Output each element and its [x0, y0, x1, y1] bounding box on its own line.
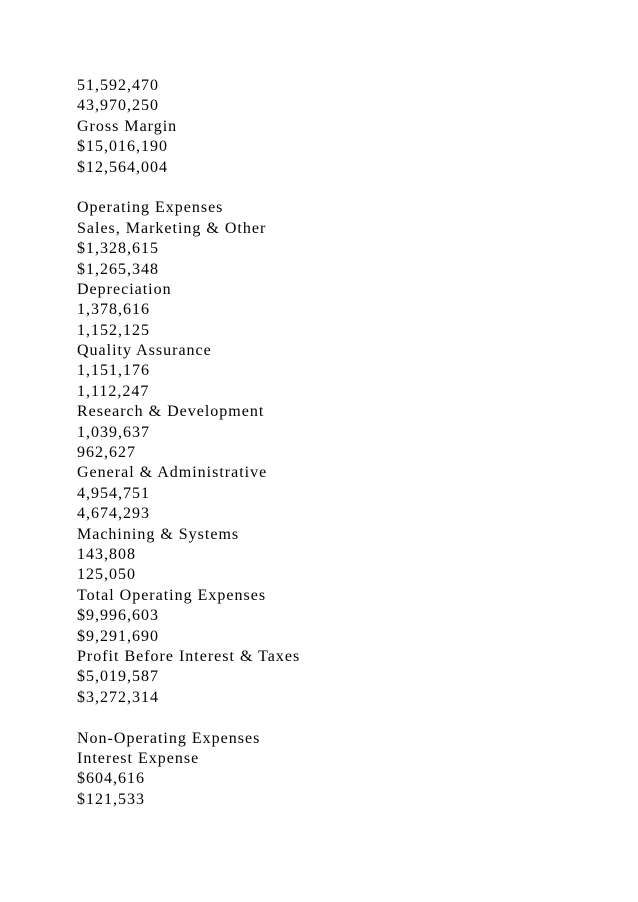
text-line: Depreciation [77, 280, 172, 298]
text-line: Profit Before Interest & Taxes [77, 647, 301, 665]
text-line: $9,291,690 [77, 627, 159, 645]
text-line: $121,533 [77, 790, 145, 808]
text-line: 1,112,247 [77, 382, 150, 400]
blank-line [77, 178, 617, 198]
text-line: 51,592,470 [77, 77, 159, 94]
text-line: 143,808 [77, 545, 136, 563]
text-line: Research & Development [77, 403, 265, 421]
text-line: 1,152,125 [77, 321, 150, 339]
blank-line [77, 708, 617, 728]
text-line: $12,564,004 [77, 158, 168, 176]
text-line: Sales, Marketing & Other [77, 219, 267, 237]
text-line: 1,151,176 [77, 362, 150, 380]
text-line: 1,378,616 [77, 301, 150, 319]
text-line: $1,328,615 [77, 240, 159, 258]
text-line: Operating Expenses [77, 199, 224, 217]
text-line: 4,954,751 [77, 484, 150, 502]
text-line: $9,996,603 [77, 607, 159, 625]
text-line: $5,019,587 [77, 668, 159, 686]
text-line: $604,616 [77, 770, 145, 788]
text-line: Gross Margin [77, 117, 178, 135]
text-line: Quality Assurance [77, 342, 212, 360]
document-page [77, 76, 617, 810]
text-line: Interest Expense [77, 749, 200, 767]
text-line: 1,039,637 [77, 423, 150, 441]
text-line: 43,970,250 [77, 97, 159, 115]
text-line: 125,050 [77, 566, 136, 584]
text-line: $15,016,190 [77, 138, 168, 156]
text-line: Total Operating Expenses [77, 586, 267, 604]
text-line: Non-Operating Expenses [77, 729, 261, 747]
text-line: $1,265,348 [77, 260, 159, 278]
text-line: 4,674,293 [77, 505, 150, 523]
text-line: Machining & Systems [77, 525, 240, 543]
text-line: General & Administrative [77, 464, 268, 482]
text-line: 962,627 [77, 444, 136, 462]
text-line: $3,272,314 [77, 688, 159, 706]
